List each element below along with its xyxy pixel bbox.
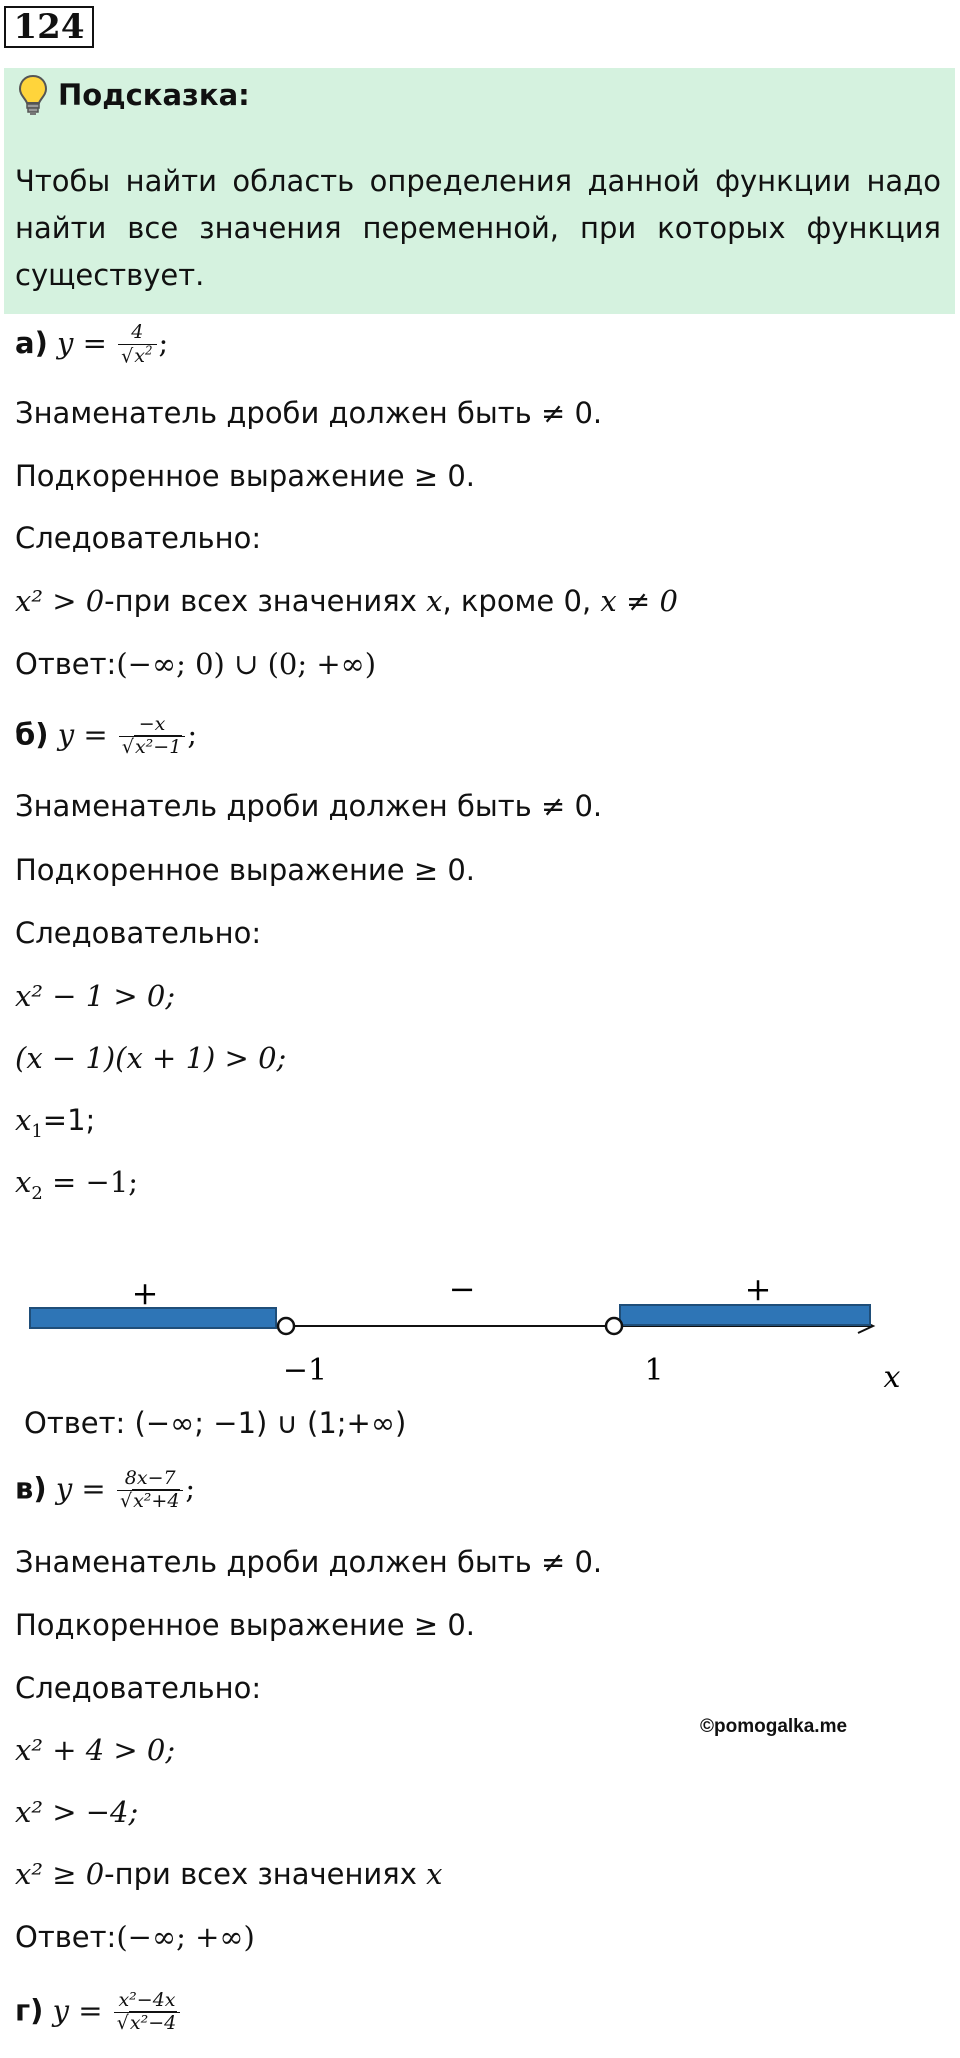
part-a-function <box>15 322 168 368</box>
fraction-denominator: √x²+4 <box>117 1490 183 1513</box>
part-g-label: г) <box>15 1993 44 2028</box>
fraction-denominator: $√x^2$ <box>118 344 156 368</box>
answer-value: (−∞; 0) ∪ (0; +∞) <box>116 647 377 681</box>
part-g-fraction <box>114 1990 180 2035</box>
semicolon: ; <box>158 326 169 360</box>
part-b-fraction <box>119 714 185 759</box>
part-b-radicand-rule: Подкоренное выражение ≥ 0. <box>15 853 476 887</box>
part-b-step-1: x² − 1 > 0; <box>15 979 176 1013</box>
part-b-function <box>15 714 197 759</box>
sign-minus: − <box>448 1270 476 1308</box>
part-b-root-2: $x_2 = -1$; <box>15 1165 139 1204</box>
point-label-minus-1: −1 <box>282 1353 328 1388</box>
lightbulb-icon <box>18 74 48 116</box>
part-v-step-3: x² ≥ 0-при всех значениях x <box>15 1857 443 1891</box>
condition-var: x <box>426 584 443 618</box>
part-a-radicand-rule: Подкоренное выражение ≥ 0. <box>15 459 476 493</box>
hint-title: Подсказка: <box>58 78 250 112</box>
fraction-numerator: −x <box>138 713 166 735</box>
shaded-interval-right <box>620 1305 870 1325</box>
fraction-numerator: x²−4x <box>118 1989 176 2011</box>
part-a-y: y = <box>57 326 107 360</box>
condition-neq: x ≠ 0 <box>600 584 678 618</box>
part-b-label: б) <box>15 717 49 752</box>
part-v-step-1: x² + 4 > 0; <box>15 1733 176 1767</box>
part-b-root-1: $x_1=1$; <box>15 1103 96 1142</box>
part-v-answer <box>15 1920 255 1955</box>
watermark: ©pomogalka.me <box>700 1716 848 1737</box>
open-point-1 <box>606 1318 622 1334</box>
answer-label: Ответ: <box>15 1920 117 1954</box>
condition-text: -при всех значениях <box>104 584 427 618</box>
sign-plus-right: + <box>744 1270 772 1308</box>
part-a-therefore: Следовательно: <box>15 521 262 555</box>
part-v-therefore: Следовательно: <box>15 1671 262 1705</box>
condition-text-2: , кроме 0, <box>442 584 601 618</box>
fraction-numerator: 8x−7 <box>124 1467 176 1489</box>
open-point-minus-1 <box>278 1318 294 1334</box>
condition-math: x² > 0 <box>15 584 105 618</box>
point-label-1: 1 <box>644 1353 664 1388</box>
number-line <box>0 1260 960 1400</box>
part-b-therefore: Следовательно: <box>15 916 262 950</box>
part-v-function <box>15 1468 195 1513</box>
part-b-step-2: (x − 1)(x + 1) > 0; <box>15 1041 287 1075</box>
part-a-condition <box>15 584 678 619</box>
part-b-answer: Ответ: (−∞; −1) ∪ (1;+∞) <box>24 1406 407 1440</box>
part-v-step-2: x² > −4; <box>15 1795 139 1829</box>
part-g-y: y = <box>52 1993 103 2028</box>
part-v-denominator-rule: Знаменатель дроби должен быть ≠ 0. <box>15 1545 603 1579</box>
hint-text: Чтобы найти область определения данной функции надо найти все значения переменной, при которых функция существует. <box>15 164 941 292</box>
part-b-denominator-rule: Знаменатель дроби должен быть ≠ 0. <box>15 789 603 823</box>
part-v-fraction <box>117 1468 183 1513</box>
part-a-denominator-rule: Знаменатель дроби должен быть ≠ 0. <box>15 396 603 430</box>
task-number: 124 <box>4 6 94 48</box>
part-a-fraction <box>118 322 156 368</box>
part-b-y: y = <box>57 717 108 752</box>
axis-label-x: x <box>883 1360 901 1395</box>
answer-value: (−∞; +∞) <box>116 1920 255 1954</box>
answer-label: Ответ: <box>15 647 117 681</box>
part-g-function <box>15 1990 182 2035</box>
fraction-denominator: √x²−4 <box>114 2012 180 2035</box>
part-v-radicand-rule: Подкоренное выражение ≥ 0. <box>15 1608 476 1642</box>
fraction-numerator: 4 <box>131 321 144 343</box>
fraction-denominator: √x²−1 <box>119 736 185 759</box>
part-a-answer <box>15 647 376 682</box>
semicolon: ; <box>187 717 198 752</box>
part-v-label: в) <box>15 1471 47 1506</box>
part-v-y: y = <box>55 1471 106 1506</box>
part-a-label: а) <box>15 326 48 360</box>
sign-plus-left: + <box>131 1274 159 1312</box>
semicolon: ; <box>185 1471 196 1506</box>
